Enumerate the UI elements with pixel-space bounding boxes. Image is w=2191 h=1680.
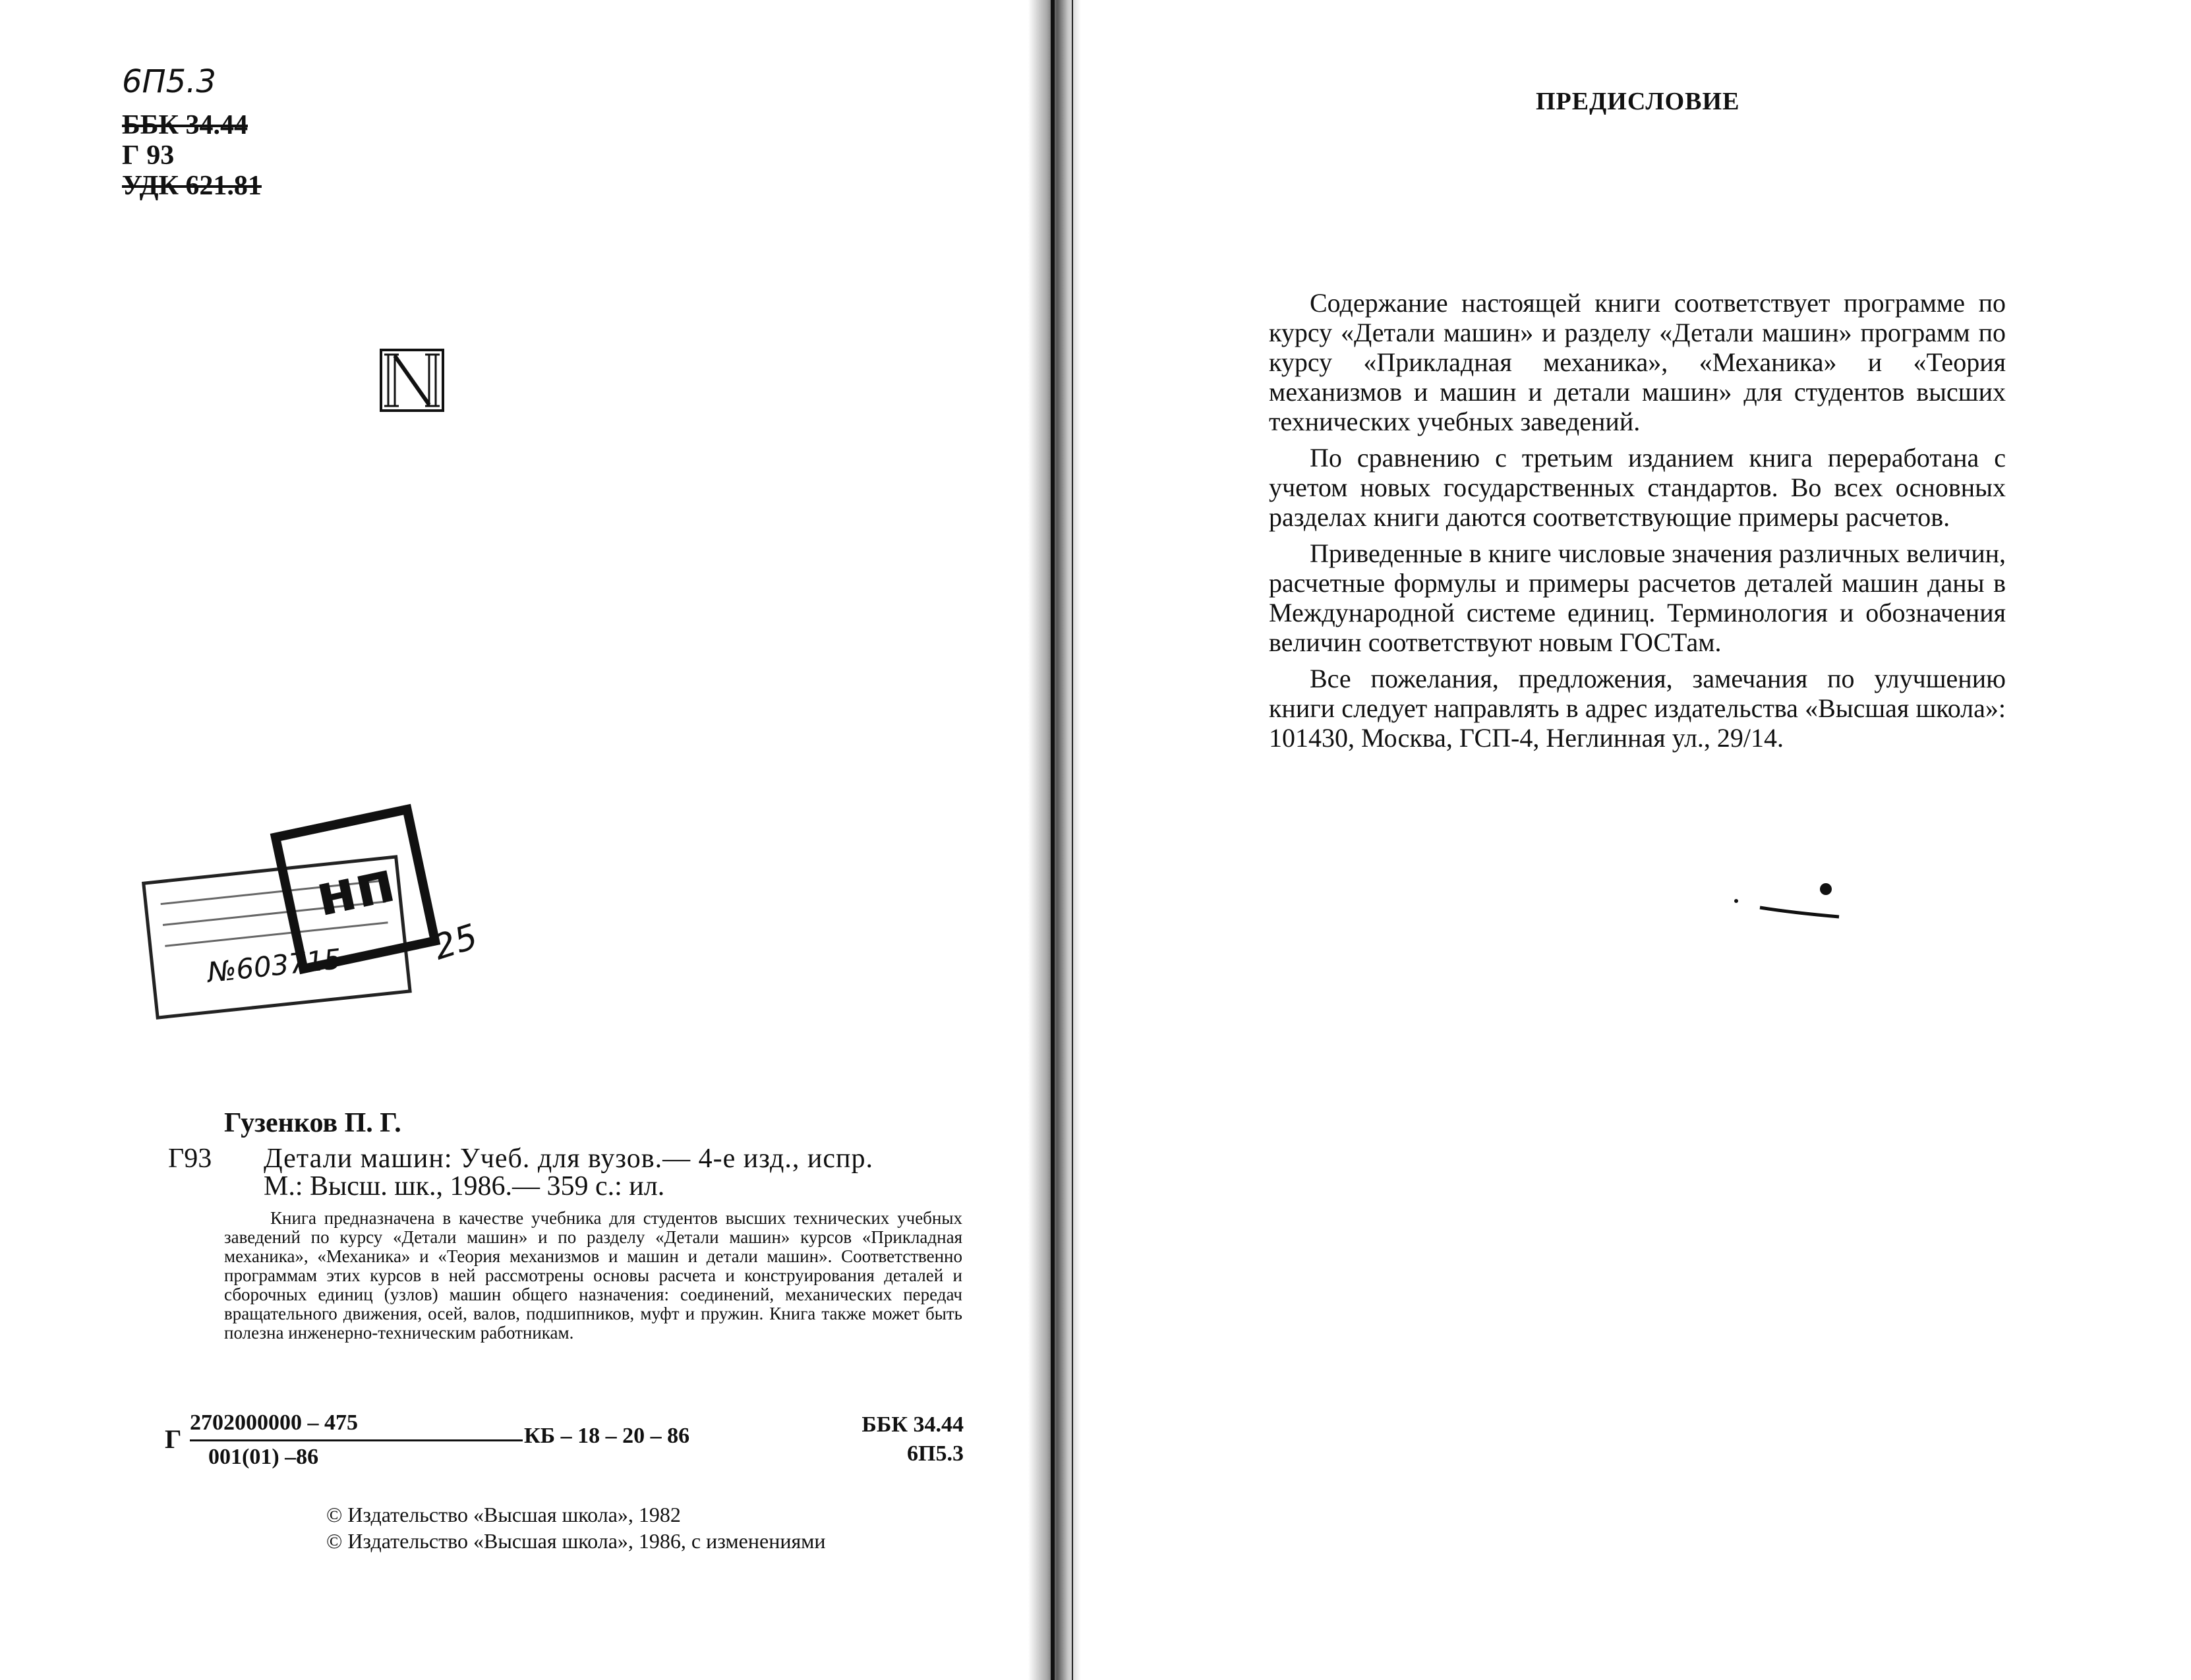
- preface-paragraph: Все пожелания, предложения, замечания по улучшению книги следует направлять в адрес издательства «Высшая школа»: 101430, Москва, ГСП-4, Неглинная ул., 29/14.: [1269, 664, 2006, 753]
- preface-paragraph: Приведенные в книге числовые значения различных величин, расчетные формулы и примеры расчетов деталей машин даны в Международной системе единиц. Терминология и обозначения величин соответствуют новым ГОСТам.: [1269, 538, 2006, 657]
- preface-title: ПРЕДИСЛОВИЕ: [1536, 88, 1740, 115]
- formula-prefix: Г: [165, 1424, 182, 1454]
- publisher-emblem-icon: [379, 348, 445, 413]
- book-annotation: [224, 1209, 962, 1343]
- formula-bar: [190, 1439, 523, 1441]
- preface-paragraph: Содержание настоящей книги соответствует программе по курсу «Детали машин» и разделу «Детали машин» программ по курсу «Прикладная механика», «Механика» и «Теория механизмов и машин и детали машин» для студентов высших технических учебных заведений.: [1269, 288, 2006, 436]
- bbk-old-code: ББК 34.44: [122, 110, 248, 140]
- copyright-1982: © Издательство «Высшая школа», 1982: [326, 1503, 681, 1526]
- book-title-line-2: М.: Высш. шк., 1986.— 359 с.: ил.: [264, 1171, 665, 1202]
- handwritten-code: 6П5.3: [122, 63, 216, 100]
- inventory-number: №603715: [206, 942, 343, 989]
- formula-numerator: 2702000000 – 475: [190, 1410, 358, 1435]
- formula-denominator: 001(01) –86: [208, 1445, 319, 1469]
- preface-body: [1269, 288, 2006, 759]
- library-logo: нп: [270, 804, 441, 975]
- catalog-index: Г93: [168, 1144, 212, 1174]
- bbk-code: ББК 34.44: [862, 1412, 964, 1437]
- index-code: Г 93: [122, 140, 175, 171]
- copyright-1986: © Издательство «Высшая школа», 1986, с изменениями: [326, 1529, 826, 1553]
- book-title-line-1: Детали машин: Учеб. для вузов.— 4-е изд., испр.: [264, 1144, 874, 1174]
- handwritten-note: 25: [428, 917, 482, 968]
- preface-paragraph: По сравнению с третьим изданием книга переработана с учетом новых государственных стандартов. Во всех основных разделах книги даются соответствующие примеры расчетов.: [1269, 443, 2006, 532]
- udc-short-code: 6П5.3: [907, 1441, 964, 1466]
- book-gutter: [1028, 0, 1081, 1680]
- author-name: Гузенков П. Г.: [224, 1108, 401, 1138]
- formula-suffix: КБ – 18 – 20 – 86: [524, 1424, 690, 1448]
- annotation-text: Книга предназначена в качестве учебника для студентов высших технических учебных заведений по курсу «Детали машин» и по разделу «Детали машин» курсов «Прикладная механика», «Механика» и «Теория механизмов и машин и детали машин». Соответственно программам этих курсов в ней рассмотрены основы расчета и конструирования деталей и сборочных единиц (узлов) машин общего назначения: соединений, механических передач вращательного движения, осей, валов, подшипников, муфт и пружин. Книга также может быть полезна инженерно-техническим работникам.: [224, 1208, 962, 1343]
- bbk-block: [844, 1410, 964, 1468]
- udk-old-code: УДК 621.81: [122, 171, 262, 201]
- ink-smudge: [1734, 880, 1846, 919]
